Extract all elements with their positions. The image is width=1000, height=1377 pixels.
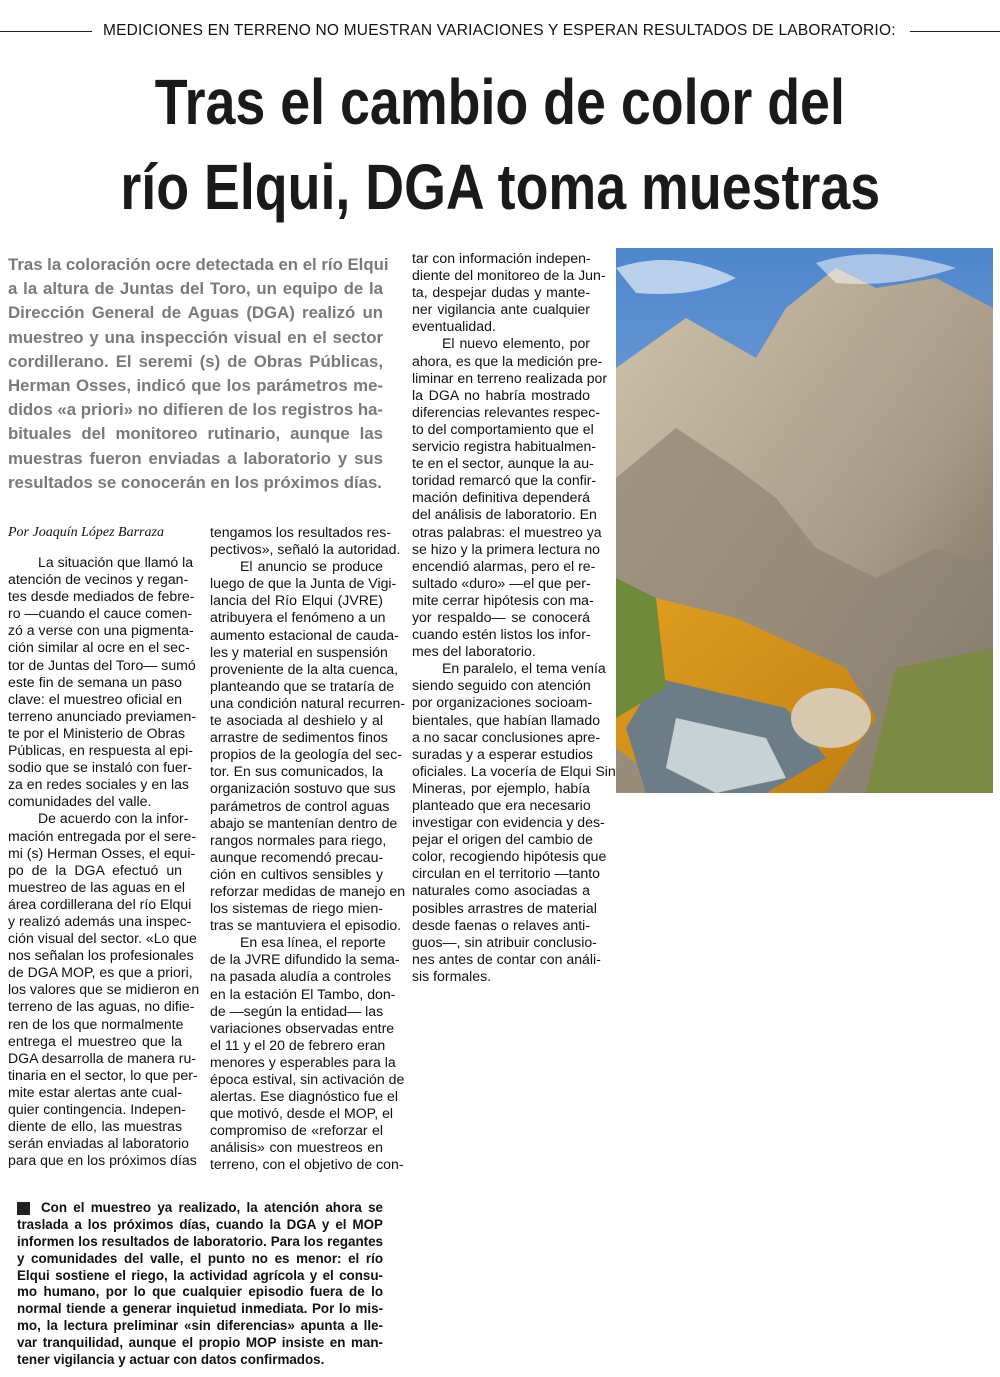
body-text-line: cuando estén listos los infor- bbox=[412, 626, 591, 643]
body-text-line: tengamos los resultados res- bbox=[210, 524, 391, 540]
body-text-line: diente del monitoreo de la Jun- bbox=[412, 267, 606, 284]
body-text-line: servicio registra habitualmen- bbox=[412, 438, 597, 455]
body-text-line: comunidades del valle. bbox=[8, 793, 152, 810]
lead-line: a la altura de Juntas del Toro, un equipo de la bbox=[8, 279, 383, 299]
body-text-line: de DGA MOP, es que a priori, bbox=[8, 964, 193, 981]
body-text-line: naturales como asociadas a bbox=[412, 882, 590, 899]
headline-line-1: Tras el cambio de color del bbox=[154, 66, 846, 138]
lead-line: resultados se conocerán en los próximos días. bbox=[8, 472, 382, 492]
body-text-line: posibles arrastres de material bbox=[412, 899, 597, 916]
body-text-line: análisis» con muestreos en bbox=[210, 1139, 383, 1156]
body-text-line: propios de la geología del sec- bbox=[210, 746, 402, 763]
body-text-line: lancia del Río Elqui (JVRE) bbox=[210, 592, 383, 609]
body-text-line: tor. En sus comunicados, la bbox=[210, 763, 383, 780]
body-text-line: mes del laboratorio. bbox=[412, 643, 536, 660]
body-text-line: planteado que era necesario bbox=[412, 797, 591, 813]
body-text-line: te asociada al deshielo y al bbox=[210, 712, 383, 729]
body-text-line: mación definitiva dependerá bbox=[412, 489, 590, 506]
body-text-line: El nuevo elemento, por bbox=[442, 335, 590, 352]
body-text-line: te en el sector, aunque la au- bbox=[412, 455, 594, 472]
body-text-line: guos—, sin atribuir conclusio- bbox=[412, 933, 597, 950]
body-text-line: investigar con evidencia y des- bbox=[412, 814, 605, 831]
body-text-line: atribuyera el fenómeno a un bbox=[210, 609, 386, 626]
body-text-line: sis formales. bbox=[412, 967, 492, 984]
body-text-line: tinaria en el sector, lo que per- bbox=[8, 1066, 198, 1083]
body-text-line: mite cerrar hipótesis con ma- bbox=[412, 591, 594, 608]
kicker-rule-right bbox=[910, 31, 1000, 32]
body-text-line: rangos normales para riego, bbox=[210, 831, 387, 848]
body-text-line: otras palabras: el muestreo ya bbox=[412, 523, 602, 540]
lead-line: muestreo y una inspección visual en el sector bbox=[8, 327, 383, 347]
body-text-line: el 11 y el 20 de febrero eran bbox=[210, 1036, 386, 1053]
body-text-line: mite estar alertas ante cual- bbox=[8, 1083, 182, 1100]
body-text-line: les y material en suspensión bbox=[210, 643, 388, 660]
body-text-line: menores y esperables para la bbox=[210, 1053, 396, 1070]
body-text-line: compromiso de «reforzar el bbox=[210, 1122, 383, 1139]
body-text-line: El anuncio se produce bbox=[240, 558, 383, 575]
body-text-line: en la estación El Tambo, don- bbox=[210, 985, 396, 1002]
body-text-line: atención de vecinos y regan- bbox=[8, 571, 189, 588]
body-text-line: color, recogiendo hipótesis que bbox=[412, 848, 607, 865]
body-text-line: ner vigilancia ante cualquier bbox=[412, 301, 590, 318]
box-text-line: Con el muestreo ya realizado, la atención ahora se bbox=[41, 1200, 383, 1215]
body-text-line: área cordillerana del río Elqui bbox=[8, 895, 192, 912]
body-text-line: ción visual del sector. «Lo que bbox=[8, 930, 197, 947]
body-text-line: Públicas, en respuesta al epi- bbox=[8, 742, 193, 759]
body-text-line: En esa línea, el reporte bbox=[240, 934, 386, 951]
body-text-line: época estival, sin activación de bbox=[210, 1071, 405, 1087]
body-text-line: terreno de las aguas, no difie- bbox=[8, 998, 195, 1015]
body-text-line: alertas. Ese diagnóstico fue el bbox=[210, 1088, 399, 1105]
box-text-line: informen los resultados de laboratorio. Para los regantes bbox=[17, 1233, 383, 1249]
body-text-line: a no sacar conclusiones apre- bbox=[412, 728, 601, 745]
lead-line: muestras fueron enviadas a laboratorio y sus bbox=[8, 448, 383, 468]
body-text-line: clave: el muestreo oficial en bbox=[8, 690, 182, 707]
body-text-line: terreno anunciado previamen- bbox=[8, 707, 197, 724]
body-text-line: tras se mantuviera el episodio. bbox=[210, 917, 402, 934]
body-text-line: parámetros de control aguas bbox=[210, 797, 390, 814]
box-text-line: Elqui sostiene el riego, la actividad agrícola y el consu- bbox=[17, 1267, 383, 1283]
body-text-line: tes desde mediados de febre- bbox=[8, 588, 195, 605]
body-text-line: na pasada aludía a controles bbox=[210, 968, 392, 985]
body-text-line: yor respaldo— se conocerá bbox=[412, 608, 590, 625]
body-text-line: nos señalan los profesionales bbox=[8, 947, 194, 964]
body-text-line: ahora, es que la medición pre- bbox=[412, 352, 603, 369]
body-text-line: los valores que se midieron en bbox=[8, 981, 200, 998]
lead-line: cordillerano. El seremi (s) de Obras Públicas, bbox=[8, 351, 383, 371]
box-square-bullet-icon bbox=[17, 1202, 30, 1215]
body-text-line: oficiales. La vocería de Elqui Sin bbox=[412, 762, 616, 779]
kicker-rule-left bbox=[0, 31, 92, 32]
body-text-line: una condición natural recurren- bbox=[210, 694, 406, 711]
lead-line: Tras la coloración ocre detectada en el río Elqui bbox=[8, 255, 389, 274]
body-text-line: zó a verse con una pigmenta- bbox=[8, 622, 194, 639]
lead-line: bituales del monitoreo rutinario, aunque las bbox=[8, 424, 383, 444]
body-text-line: diferencias relevantes respec- bbox=[412, 403, 601, 420]
headline-line-2: río Elqui, DGA toma muestras bbox=[120, 151, 880, 223]
body-text-line: por organizaciones socioam- bbox=[412, 694, 593, 711]
body-text-line: planteando que se trataría de bbox=[210, 677, 395, 694]
body-text-line: ción similar al ocre en el sec- bbox=[8, 639, 190, 656]
body-text-line: de —según la entidad— las bbox=[210, 1002, 384, 1019]
body-text-line: terreno, con el objetivo de con- bbox=[210, 1156, 404, 1173]
body-text-line: De acuerdo con la infor- bbox=[38, 810, 189, 827]
body-text-line: reforzar medidas de manejo en bbox=[210, 882, 406, 899]
body-text-line: to del comportamiento que el bbox=[412, 420, 594, 437]
body-text-line: pectivos», señaló la autoridad. bbox=[210, 541, 401, 558]
body-text-line: liminar en terreno realizada por bbox=[412, 369, 608, 386]
body-text-line: entrega el muestreo que la bbox=[8, 1032, 182, 1049]
body-text-line: luego de que la Junta de Vigi- bbox=[210, 575, 397, 592]
lead-line: didos «a priori» no difieren de los registros ha- bbox=[8, 400, 383, 420]
body-text-line: pejar el origen del cambio de bbox=[412, 831, 593, 848]
body-text-line: diente de ello, las muestras bbox=[8, 1118, 182, 1135]
body-text-line: del análisis de laboratorio. En bbox=[412, 506, 597, 523]
body-text-line: po de la DGA efectuó un bbox=[8, 861, 182, 878]
body-text-line: En paralelo, el tema venía bbox=[442, 660, 606, 677]
body-text-line: mación entregada por el sere- bbox=[8, 827, 197, 844]
closing-box bbox=[17, 1200, 383, 1369]
body-text-line: ren de los que normalmente bbox=[8, 1015, 184, 1032]
kicker-text: MEDICIONES EN TERRENO NO MUESTRAN VARIACIONES Y ESPERAN RESULTADOS DE LABORATORIO: bbox=[103, 22, 896, 39]
body-text-line: la DGA no habría mostrado bbox=[412, 386, 590, 403]
box-text-line: traslada a los próximos días, cuando la DGA y el MOP bbox=[17, 1216, 383, 1232]
body-text-line: suradas y a esperar estudios bbox=[412, 745, 593, 762]
body-text-line: variaciones observadas entre bbox=[210, 1019, 395, 1036]
body-text-line: tor de Juntas del Toro— sumó bbox=[8, 656, 196, 673]
body-text-line: Mineras, por ejemplo, había bbox=[412, 779, 590, 796]
box-text-line: tener vigilancia y actuar con datos confirmados. bbox=[17, 1352, 325, 1368]
body-text-line: ta, despejar dudas y mante- bbox=[412, 284, 590, 301]
body-text-line: bientales, que habían llamado bbox=[412, 711, 601, 728]
body-text-line: sultado «duro» —el que per- bbox=[412, 574, 591, 591]
body-text-line: arrastre de sedimentos finos bbox=[210, 729, 388, 746]
body-text-line: nes antes de contar con análi- bbox=[412, 950, 601, 967]
column-2 bbox=[210, 524, 406, 1174]
kicker bbox=[0, 20, 1000, 42]
lead-line: Dirección General de Aguas (DGA) realizó un bbox=[8, 303, 383, 323]
body-text-line: aunque recomendó precau- bbox=[210, 848, 384, 865]
body-text-line: eventualidad. bbox=[412, 318, 496, 335]
box-text-line: mo humano, por lo que cualquier episodio fuera de lo bbox=[17, 1284, 383, 1300]
lead-paragraph bbox=[8, 253, 389, 495]
lead-line: Herman Osses, indicó que los parámetros me- bbox=[8, 375, 383, 395]
column-3 bbox=[412, 250, 616, 985]
body-text-line: DGA desarrolla de manera ru- bbox=[8, 1049, 197, 1066]
body-text-line: se hizo y la primera lectura no bbox=[412, 540, 601, 557]
body-text-line: tar con información indepen- bbox=[412, 250, 591, 266]
box-text-line: var tranquilidad, aunque el propio MOP insiste en man- bbox=[17, 1335, 383, 1351]
body-text-line: proveniente de la alta cuenca, bbox=[210, 660, 399, 677]
body-text-line: para que en los próximos días bbox=[8, 1152, 197, 1169]
body-text-line: te por el Ministerio de Obras bbox=[8, 724, 186, 741]
body-text-line: encendió alarmas, pero el re- bbox=[412, 557, 596, 574]
body-text-line: desde faenas o relaves anti- bbox=[412, 916, 590, 933]
body-text-line: La situación que llamó la bbox=[38, 554, 194, 570]
box-text-line: mo, la lectura preliminar «sin diferencias» apunta a lle- bbox=[17, 1318, 383, 1334]
river-photo bbox=[616, 248, 993, 793]
body-text-line: sodio que se instaló con fuer- bbox=[8, 759, 193, 776]
column-1 bbox=[8, 524, 200, 1169]
box-text-line: y comunidades del valle, el punto no es menor: el río bbox=[17, 1250, 383, 1266]
body-text-line: serán enviadas al laboratorio bbox=[8, 1135, 189, 1152]
body-text-line: circulan en el territorio —tanto bbox=[412, 865, 601, 882]
body-text-line: los sistemas de riego mien- bbox=[210, 900, 383, 917]
body-text-line: ción en cultivos sensibles y bbox=[210, 865, 383, 882]
body-text-line: muestreo de las aguas en el bbox=[8, 878, 186, 895]
body-text-line: de la JVRE difundido la sema- bbox=[210, 951, 400, 968]
byline: Por Joaquín López Barraza bbox=[8, 525, 164, 540]
body-text-line: y realizó además una inspec- bbox=[8, 912, 192, 929]
body-text-line: za en redes sociales y en las bbox=[8, 776, 189, 793]
body-text-line: siendo seguido con atención bbox=[412, 677, 591, 694]
body-text-line: abajo se mantenían dentro de bbox=[210, 814, 398, 831]
body-text-line: organización sostuvo que sus bbox=[210, 780, 396, 797]
box-text-line: normal tiende a generar inquietud inmediata. Por lo mis- bbox=[17, 1301, 383, 1317]
body-text-line: toridad remarcó que la confir- bbox=[412, 472, 597, 489]
body-text-line: quier contingencia. Indepen- bbox=[8, 1101, 186, 1117]
body-text-line: aumento estacional de cauda- bbox=[210, 626, 399, 643]
body-text-line: este fin de semana un paso bbox=[8, 673, 182, 690]
body-text-line: ro —cuando el cauce comen- bbox=[8, 605, 193, 622]
river-landscape-image bbox=[616, 248, 993, 793]
body-text-line: que motivó, desde el MOP, el bbox=[210, 1105, 394, 1122]
body-text-line: mi (s) Herman Osses, el equi- bbox=[8, 844, 196, 861]
